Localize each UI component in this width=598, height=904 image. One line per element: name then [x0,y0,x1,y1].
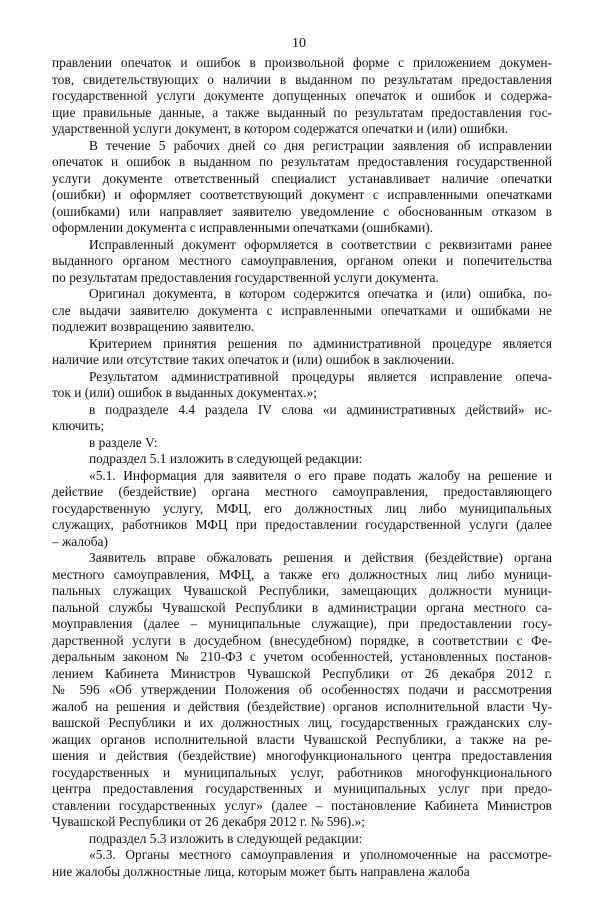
text-line: пальной службы Чувашской Республики в администрации органа местного са- [52,599,552,615]
text-line: жалоб на решения и действия (бездействие) органов исполнительной власти Чу- [52,698,552,714]
text-line: вашской Республики и их должностных лиц, государственных гражданских слу- [52,715,552,730]
text-line: моуправления (далее – муниципальные служащие), при предоставлении госу- [52,616,552,631]
text-line: щие правильные данные, а также выданный по результатам предоставления гос- [52,104,552,120]
text-line: Чувашской Республики от 26 декабря 2012 г. № 596).»; [52,814,366,829]
text-line: Оригинал документа, в котором содержится опечатка и (или) ошибка, по- [89,286,552,301]
text-line: жащих органов исполнительной власти Чувашской Республики, а также на ре- [52,731,552,747]
text-line: служащих, работников МФЦ при предоставлении государственной услуги (далее [52,517,552,532]
text-line: Критерием принятия решения по административной процедуре является [89,335,552,351]
text-line: государственной услуги документе допущенных опечаток и ошибок и содержа- [52,88,552,103]
text-line: ударственной услуги документ, в котором содержатся опечатки и (или) ошибки. [52,121,509,136]
text-line: действие (бездействие) органа местного самоуправления, предоставляющего [52,484,552,499]
page-number: 10 [292,36,306,51]
text-line: деральным законом № 210-ФЗ с учетом особенностей, установленных постанов- [52,649,552,664]
text-line: подлежит возвращению заявителю. [52,319,255,334]
text-line: ставлении государственных услуг» (далее – постановление Кабинета Министров [52,797,552,813]
text-line: государственную услугу, МФЦ, его должностных лиц либо муниципальных [52,500,552,516]
text-line: подраздел 5.1 изложить в следующей редакции: [89,451,363,466]
text-line: в подразделе 4.4 раздела IV слова «и административных действий» ис- [89,401,552,417]
text-line: «5.1. Информация для заявителя о его праве подать жалобу на решение и [89,467,552,483]
text-line: оформлении документа с исправленными опечатками (ошибками). [52,220,434,235]
text-line: ток и (или) ошибок в выданных документах.»; [52,385,318,400]
text-line: местного самоуправления, МФЦ, а также его должностных лиц либо муници- [52,566,552,582]
text-line: выданного органом местного самоуправления, органом опеки и попечительства [52,253,552,268]
document-body [52,55,552,880]
text-line: услуги документе ответственный специалист устанавливает наличие опечатки [52,170,552,186]
text-line: государственных и муниципальных услуг, работников многофункционального [52,764,552,780]
text-line: центра предоставления государственных и муниципальных услуг при предо- [52,781,552,796]
text-line: ключить; [52,418,105,433]
text-line: дарственной услуги в досудебном (внесудебном) порядке, в соответствии с Фе- [52,632,552,648]
text-line: в разделе V: [89,434,158,450]
text-line: подраздел 5.3 изложить в следующей редакции: [89,830,363,846]
text-line: наличие или отсутствие таких опечаток и (или) ошибок в заключении. [52,352,455,367]
text-line: шения и действия (бездействие) многофункционального центра предоставления [52,748,552,763]
text-line: сле выдачи заявителю документа с исправленными опечатками и ошибками не [52,302,552,318]
text-line: № 596 «Об утверждении Положения об особенностях подачи и рассмотрения [52,682,552,697]
text-line: Исправленный документ оформляется в соответствии с реквизитами ранее [89,236,552,252]
text-line: (ошибки) и оформляет соответствующий документ с исправленными опечатками [52,187,552,202]
text-line: «5.3. Органы местного самоуправления и уполномоченные на рассмотре- [89,847,552,862]
text-line: тов, свидетельствующих о наличии в выданном по результатам предоставления [52,71,552,87]
text-line: Результатом административной процедуры является исправление опеча- [89,368,552,384]
text-line: – жалоба) [52,533,108,549]
text-line: правлении опечаток и ошибок в произвольной форме с приложением докумен- [52,55,552,70]
text-line: пальных служащих Чувашской Республики, замещающих должности муници- [52,583,552,598]
text-line: В течение 5 рабочих дней со дня регистрации заявления об исправлении [89,137,552,153]
text-line: Заявитель вправе обжаловать решения и действия (бездействие) органа [89,550,552,565]
text-line: лением Кабинета Министров Чувашской Республики от 26 декабря 2012 г. [52,665,552,681]
text-line: ние жалобы должностные лица, которым может быть направлена жалоба [52,863,470,879]
text-line: (ошибками) или направляет заявителю уведомление с обоснованным отказом в [52,203,552,219]
text-line: по результатам предоставления государственной услуги документа. [52,269,439,285]
text-line: опечаток и ошибок в выданном по результатам предоставления государственной [52,154,552,169]
